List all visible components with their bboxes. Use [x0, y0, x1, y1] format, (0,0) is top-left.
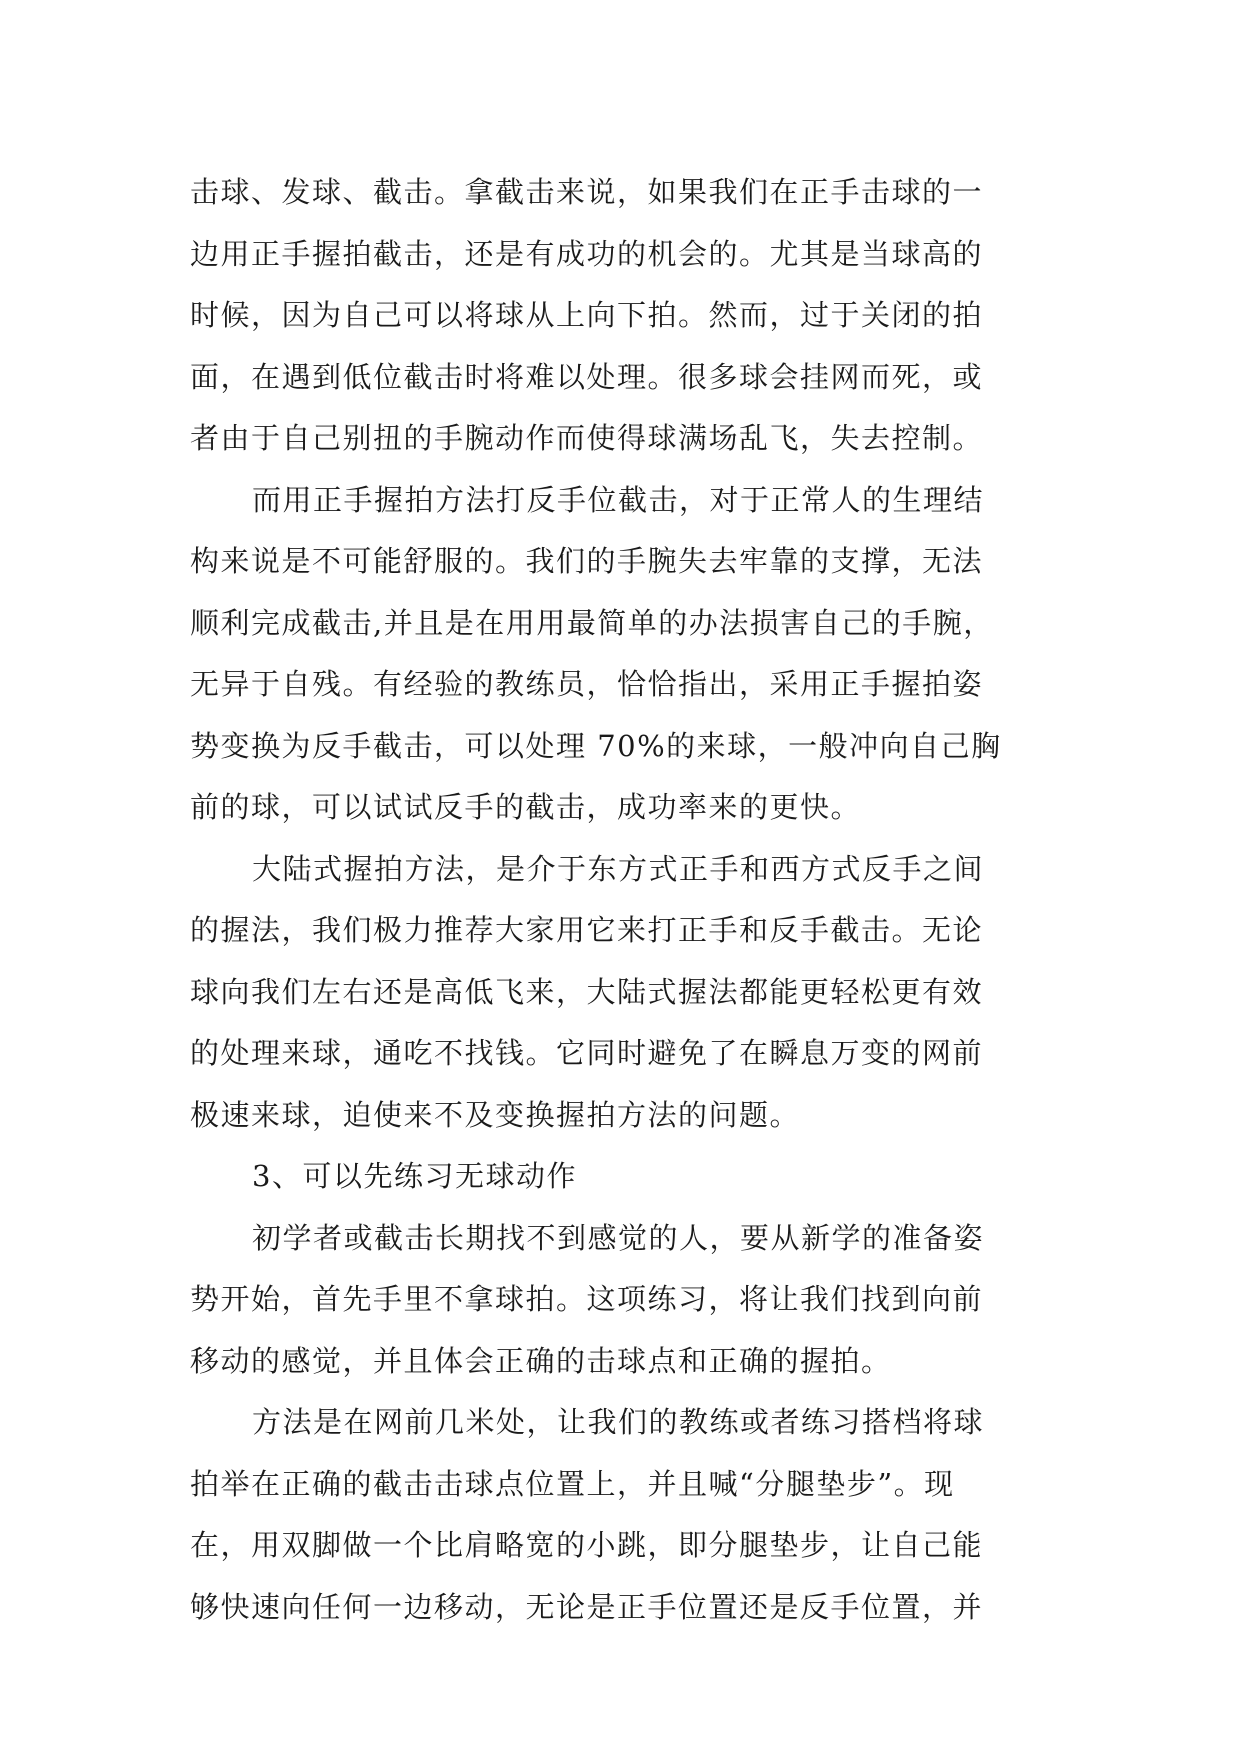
text-line: 者由于自己别扭的手腕动作而使得球满场乱飞，失去控制。 — [190, 421, 984, 455]
text-line: 极速来球，迫使来不及变换握拍方法的问题。 — [190, 1097, 801, 1132]
text-line: 顺利完成截击,并且是在用用最简单的办法损害自己的手腕， — [190, 605, 994, 640]
text-line: 势开始，首先手里不拿球拍。这项练习，将让我们找到向前 — [190, 1282, 984, 1316]
text-line: 够快速向任何一边移动，无论是正手位置还是反手位置，并 — [190, 1589, 984, 1624]
text-line: 移动的感觉，并且体会正确的击球点和正确的握拍。 — [190, 1343, 892, 1378]
body-text — [190, 162, 1060, 1638]
text-line: 球向我们左右还是高低飞来，大陆式握法都能更轻松更有效 — [190, 974, 984, 1009]
text-line: 势变换为反手截击，可以处理 70%的来球，一般冲向自己胸 — [190, 728, 1002, 763]
paragraph-first-line: 大陆式握拍方法，是介于东方式正手和西方式反手之间 — [252, 851, 985, 886]
text-line: 边用正手握拍截击，还是有成功的机会的。尤其是当球高的 — [190, 236, 984, 271]
text-line: 的握法，我们极力推荐大家用它来打正手和反手截击。无论 — [190, 913, 984, 947]
paragraph-first-line: 而用正手握拍方法打反手位截击，对于正常人的生理结 — [252, 482, 985, 517]
text-line: 时候，因为自己可以将球从上向下拍。然而，过于关闭的拍 — [190, 298, 984, 332]
section-heading: 3、可以先练习无球动作 — [252, 1159, 577, 1193]
text-line: 无异于自残。有经验的教练员，恰恰指出，采用正手握拍姿 — [190, 667, 984, 701]
text-line: 构来说是不可能舒服的。我们的手腕失去牢靠的支撑，无法 — [190, 544, 984, 578]
text-line: 前的球，可以试试反手的截击，成功率来的更快。 — [190, 790, 862, 824]
text-line: 击球、发球、截击。拿截击来说，如果我们在正手击球的一 — [190, 175, 984, 209]
text-line: 面，在遇到低位截击时将难以处理。很多球会挂网而死，或 — [190, 359, 984, 394]
text-line: 拍举在正确的截击击球点位置上，并且喊“分腿垫步”。现 — [190, 1466, 955, 1501]
paragraph-first-line: 初学者或截击长期找不到感觉的人，要从新学的准备姿 — [252, 1220, 985, 1255]
text-line: 的处理来球，通吃不找钱。它同时避免了在瞬息万变的网前 — [190, 1036, 984, 1070]
paragraph-first-line: 方法是在网前几米处，让我们的教练或者练习搭档将球 — [252, 1405, 985, 1439]
text-line: 在，用双脚做一个比肩略宽的小跳，即分腿垫步，让自己能 — [190, 1528, 984, 1562]
